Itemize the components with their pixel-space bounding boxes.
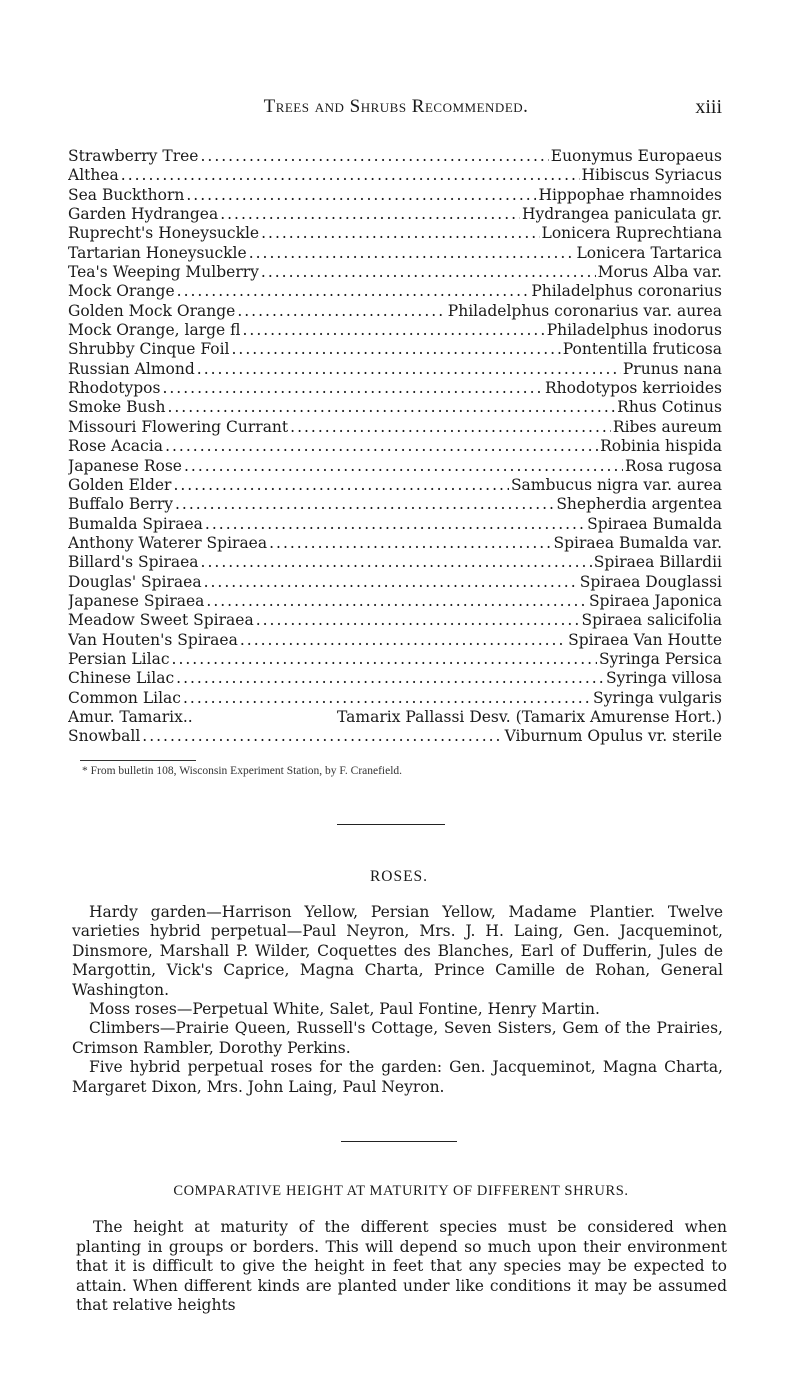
comparative-section bbox=[76, 1218, 727, 1316]
common-name: Billard's Spiraea bbox=[68, 553, 199, 572]
botanical-name: Sambucus nigra var. aurea bbox=[510, 475, 722, 494]
common-name: Mock Orange bbox=[68, 282, 175, 301]
common-name: Buffalo Berry bbox=[68, 495, 173, 514]
roses-paragraph: Hardy garden—Harrison Yellow, Persian Yellow, Madame Plantier. Twelve varieties hybrid perpetual—Paul Neyron, Mrs. J. H. Laing, Gen. Jacqueminot, Dinsmore, Marshall P. Wilder, Coquettes des Blanches, Earl of Dufferin, Jules de Margottin, Vick's Caprice, Magna Charta, Prince Camille de Rohan, General Washington. bbox=[72, 903, 723, 999]
botanical-name: Philadelphus coronarius var. aurea bbox=[447, 301, 722, 320]
leader-dots bbox=[167, 398, 615, 417]
botanical-name: Spiraea Bumalda var. bbox=[553, 533, 722, 552]
list-item bbox=[68, 147, 722, 166]
leader-dots bbox=[256, 611, 580, 630]
list-item bbox=[68, 302, 722, 321]
botanical-name: Ribes aureum bbox=[612, 417, 722, 436]
common-name: Meadow Sweet Spiraea bbox=[68, 611, 254, 630]
botanical-name: Viburnum Opulus vr. sterile bbox=[504, 727, 722, 746]
botanical-name: Syringa villosa bbox=[606, 669, 722, 688]
comparative-heading: COMPARATIVE HEIGHT AT MATURITY OF DIFFERENT SHRURS. bbox=[173, 1183, 629, 1199]
leader-dots bbox=[290, 418, 611, 437]
footnote-rule bbox=[80, 760, 196, 761]
leader-dots bbox=[204, 573, 578, 592]
roses-paragraph: Moss roses—Perpetual White, Salet, Paul Fontine, Henry Martin. bbox=[89, 1000, 600, 1019]
list-item bbox=[68, 708, 722, 727]
leader-dots bbox=[175, 495, 554, 514]
common-name: Snowball bbox=[68, 727, 141, 746]
common-name: Sea Buckthorn bbox=[68, 185, 185, 204]
leader-dots bbox=[162, 379, 543, 398]
botanical-name: Spiraea Japonica bbox=[588, 591, 722, 610]
leader-dots bbox=[206, 592, 587, 611]
list-item bbox=[68, 573, 722, 592]
leader-dots bbox=[269, 534, 551, 553]
list-item bbox=[68, 437, 722, 456]
list-item bbox=[68, 282, 722, 301]
list-item bbox=[68, 340, 722, 359]
list-item bbox=[68, 360, 722, 379]
leader-dots bbox=[200, 147, 548, 166]
list-item bbox=[68, 689, 722, 708]
botanical-name: Rhus Cotinus bbox=[617, 398, 722, 417]
common-name: Douglas' Spiraea bbox=[68, 572, 202, 591]
list-item bbox=[68, 224, 722, 243]
common-name: Garden Hydrangea bbox=[68, 205, 219, 224]
botanical-name: Prunus nana bbox=[622, 359, 722, 378]
plant-list bbox=[68, 147, 722, 747]
botanical-name: Hibiscus Syriacus bbox=[581, 166, 722, 185]
common-name: Persian Lilac bbox=[68, 649, 170, 668]
roses-paragraph: Five hybrid perpetual roses for the garden: Gen. Jacqueminot, Magna Charta, Margaret Dixon, Mrs. John Laing, Paul Neyron. bbox=[72, 1058, 723, 1096]
leader-dots bbox=[176, 669, 604, 688]
botanical-name: Spiraea salicifolia bbox=[581, 611, 722, 630]
roses-section bbox=[72, 903, 723, 1097]
leader-dots bbox=[242, 321, 544, 340]
common-name: Shrubby Cinque Foil bbox=[68, 340, 230, 359]
botanical-name: Lonicera Ruprechtiana bbox=[541, 224, 722, 243]
common-name: Strawberry Tree bbox=[68, 147, 199, 165]
common-name: Japanese Rose bbox=[68, 456, 182, 475]
leader-dots bbox=[165, 437, 598, 456]
leader-dots bbox=[142, 727, 502, 746]
list-item bbox=[68, 515, 722, 534]
common-name: Golden Mock Orange bbox=[68, 301, 236, 320]
common-name: Tartarian Honeysuckle bbox=[68, 243, 247, 262]
list-item bbox=[68, 244, 722, 263]
botanical-name: Syringa vulgaris bbox=[593, 688, 722, 707]
common-name: Van Houten's Spiraea bbox=[68, 630, 238, 649]
list-item bbox=[68, 418, 722, 437]
list-item bbox=[68, 611, 722, 630]
common-name: Althea bbox=[68, 166, 119, 185]
common-name: Anthony Waterer Spiraea bbox=[68, 533, 268, 552]
footnote: * From bulletin 108, Wisconsin Experiment Station, by F. Cranefield. bbox=[82, 765, 403, 777]
common-name: Rose Acacia bbox=[68, 437, 164, 456]
list-item bbox=[68, 263, 722, 282]
botanical-name: Rhodotypos kerrioides bbox=[544, 379, 722, 398]
leader-dots bbox=[205, 515, 585, 534]
botanical-name: Philadelphus inodorus bbox=[546, 321, 722, 340]
common-name: Bumalda Spiraea bbox=[68, 514, 203, 533]
leader-dots bbox=[184, 457, 623, 476]
common-name: Chinese Lilac bbox=[68, 669, 175, 688]
common-name: Golden Elder bbox=[68, 475, 172, 494]
list-item bbox=[68, 534, 722, 553]
leader-dots bbox=[173, 476, 508, 495]
leader-dots bbox=[249, 244, 575, 263]
botanical-name: Robinia hispida bbox=[600, 437, 722, 456]
leader-dots bbox=[261, 224, 539, 243]
roses-paragraph: Climbers—Prairie Queen, Russell's Cottage, Seven Sisters, Gem of the Prairies, Crimson Rambler, Dorothy Perkins. bbox=[72, 1019, 723, 1057]
botanical-name: Hydrangea paniculata gr. bbox=[521, 205, 722, 224]
common-name: Smoke Bush bbox=[68, 398, 166, 417]
list-item bbox=[68, 476, 722, 495]
botanical-name: Spiraea Douglassi bbox=[579, 572, 722, 591]
common-name: Amur. Tamarix.. bbox=[68, 707, 193, 726]
botanical-name: Spiraea Van Houtte bbox=[568, 630, 722, 649]
botanical-name: Morus Alba var. bbox=[597, 263, 722, 282]
common-name: Rhodotypos bbox=[68, 379, 161, 398]
comparative-paragraph: The height at maturity of the different species must be considered when planting in groups or borders. This will depend so much upon their environment that it is difficult to give the height in feet that any species may be expected to attain. When different kinds are planted under like conditions it may be assumed that relative heights bbox=[76, 1218, 727, 1315]
roses-heading: ROSES. bbox=[369, 868, 429, 885]
leader-dots bbox=[261, 263, 596, 282]
leader-dots bbox=[186, 186, 536, 205]
common-name: Common Lilac bbox=[68, 688, 181, 707]
list-item bbox=[68, 631, 722, 650]
running-header bbox=[68, 96, 724, 118]
section-divider bbox=[341, 1141, 457, 1142]
section-divider bbox=[337, 824, 445, 825]
list-item bbox=[68, 592, 722, 611]
list-item bbox=[68, 205, 722, 224]
list-item bbox=[68, 186, 722, 205]
botanical-name: Syringa Persica bbox=[599, 649, 722, 668]
leader-dots bbox=[237, 302, 445, 321]
list-item bbox=[68, 457, 722, 476]
list-item bbox=[68, 166, 722, 185]
common-name: Russian Almond bbox=[68, 359, 195, 378]
list-item bbox=[68, 727, 722, 746]
list-item bbox=[68, 379, 722, 398]
common-name: Mock Orange, large fl bbox=[68, 321, 241, 340]
botanical-name: Spiraea Bumalda bbox=[587, 514, 722, 533]
leader-dots bbox=[220, 205, 520, 224]
botanical-name: Pontentilla fruticosa bbox=[562, 340, 722, 359]
page-number: xiii bbox=[695, 96, 722, 118]
common-name: Missouri Flowering Currant bbox=[68, 417, 289, 436]
leader-dots bbox=[231, 340, 560, 359]
leader-dots bbox=[177, 282, 530, 301]
leader-dots bbox=[121, 166, 580, 185]
common-name: Tea's Weeping Mulberry bbox=[68, 263, 259, 282]
leader-dots bbox=[240, 631, 566, 650]
list-item bbox=[68, 495, 722, 514]
botanical-name: Shepherdia argentea bbox=[556, 495, 722, 514]
list-item bbox=[68, 669, 722, 688]
botanical-name: Euonymus Europaeus bbox=[550, 147, 722, 165]
list-item bbox=[68, 650, 722, 669]
leader-dots bbox=[172, 650, 598, 669]
common-name: Ruprecht's Honeysuckle bbox=[68, 224, 260, 243]
list-item bbox=[68, 321, 722, 340]
common-name: Japanese Spiraea bbox=[68, 591, 205, 610]
botanical-name: Lonicera Tartarica bbox=[576, 243, 722, 262]
botanical-name: Rosa rugosa bbox=[625, 456, 722, 475]
botanical-name: Spiraea Billardii bbox=[593, 553, 722, 572]
list-item bbox=[68, 553, 722, 572]
botanical-name: Hippophae rhamnoides bbox=[538, 185, 722, 204]
botanical-name: Philadelphus coronarius bbox=[531, 282, 722, 301]
leader-dots bbox=[197, 360, 621, 379]
leader-dots bbox=[201, 553, 592, 572]
botanical-name: Tamarix Pallassi Desv. (Tamarix Amurense Hort.) bbox=[337, 707, 722, 726]
list-item bbox=[68, 398, 722, 417]
header-title: Trees and Shrubs Recommended. bbox=[263, 96, 529, 117]
leader-dots bbox=[183, 689, 591, 708]
